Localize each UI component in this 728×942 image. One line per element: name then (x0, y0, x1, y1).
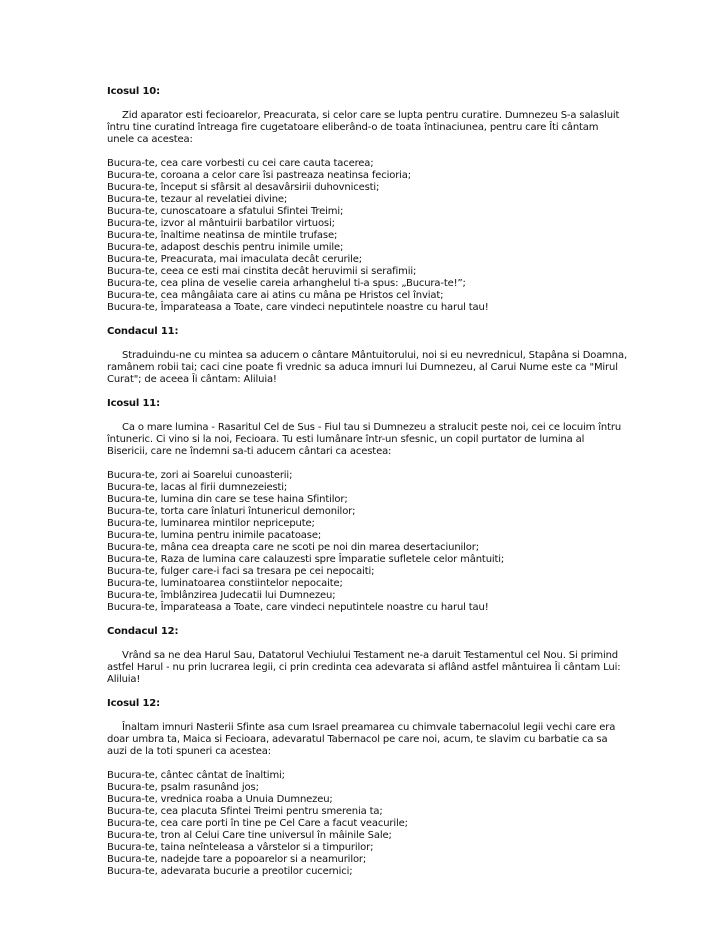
section-heading: Condacul 12: (107, 626, 179, 637)
section-heading: Icosul 11: (107, 398, 160, 409)
verse-list (107, 158, 627, 314)
verse-line: Bucura-te, cântec cântat de înaltimi; (107, 770, 285, 781)
section-icosul-10 (107, 86, 627, 314)
verse-line: Bucura-te, taina neînteleasa a vârstelor si a timpurilor; (107, 842, 374, 853)
verse-line: Bucura-te, fulger care-i faci sa tresara pe cei nepocaiti; (107, 566, 375, 577)
verse-list (107, 770, 627, 878)
section-heading: Condacul 11: (107, 326, 179, 337)
section-icosul-11 (107, 398, 627, 614)
verse-line: Bucura-te, cea placuta Sfintei Treimi pentru smerenia ta; (107, 806, 383, 817)
verse-line: Bucura-te, început si sfârsit al desavârsirii duhovnicesti; (107, 182, 380, 193)
verse-line: Bucura-te, zori ai Soarelui cunoasterii; (107, 470, 293, 481)
verse-line: Bucura-te, tron al Celui Care tine universul în mâinile Sale; (107, 830, 392, 841)
verse-line: Bucura-te, adevarata bucurie a preotilor cucernici; (107, 866, 353, 877)
verse-line: Bucura-te, ceea ce esti mai cinstita decât heruvimii si serafimii; (107, 266, 417, 277)
verse-line: Bucura-te, înaltime neatinsa de mintile trufase; (107, 230, 338, 241)
section-heading: Icosul 10: (107, 86, 160, 97)
verse-line: Bucura-te, cea care vorbesti cu cei care cauta tacerea; (107, 158, 374, 169)
section-condacul-12 (107, 626, 627, 686)
verse-line: Bucura-te, cea plina de veselie careia arhanghelul ti-a spus: „Bucura-te!”; (107, 278, 466, 289)
verse-line: Bucura-te, coroana a celor care îsi pastreaza neatinsa fecioria; (107, 170, 412, 181)
verse-line: Bucura-te, Împarateasa a Toate, care vindeci neputintele noastre cu harul tau! (107, 302, 489, 313)
verse-line: Bucura-te, luminarea mintilor nepricepute; (107, 518, 315, 529)
section-paragraph: Vrând sa ne dea Harul Sau, Datatorul Vechiului Testament ne-a daruit Testamentul cel Nou. Si primind astfel Harul - nu prin lucrarea legii, ci prin credinta cea adevarata si aflând astfel mântuirea Îi cântam Lui: Aliluia! (107, 650, 621, 685)
verse-line: Bucura-te, lumina pentru inimile pacatoase; (107, 530, 322, 541)
section-paragraph: Înaltam imnuri Nasterii Sfinte asa cum Israel preamarea cu chimvale tabernacolul legii vechi care era doar umbra ta, Maica si Fecioara, adevaratul Tabernacol pe care noi, acum, te slavim cu barbatie ca sa auzi de la toti spuneri ca acestea: (107, 722, 616, 757)
verse-line: Bucura-te, cunoscatoare a sfatului Sfintei Treimi; (107, 206, 344, 217)
verse-line: Bucura-te, cea care porti în tine pe Cel Care a facut veacurile; (107, 818, 408, 829)
verse-line: Bucura-te, vrednica roaba a Unuia Dumnezeu; (107, 794, 333, 805)
verse-line: Bucura-te, îmblânzirea Judecatii lui Dumnezeu; (107, 590, 336, 601)
verse-line: Bucura-te, lumina din care se tese haina Sfintilor; (107, 494, 348, 505)
verse-line: Bucura-te, lacas al firii dumnezeiesti; (107, 482, 288, 493)
section-paragraph: Ca o mare lumina - Rasaritul Cel de Sus - Fiul tau si Dumnezeu a stralucit peste noi, cei ce locuim întru întuneric. Ci vino si la noi, Fecioara. Tu esti lumânare într-un sfesnic, un copil purtator de lumina al Bisericii, care ne îndemni sa-ti aducem cântari ca acestea: (107, 422, 622, 457)
section-condacul-11 (107, 326, 627, 386)
verse-line: Bucura-te, izvor al mântuirii barbatilor virtuosi; (107, 218, 335, 229)
section-icosul-12 (107, 698, 627, 878)
verse-line: Bucura-te, luminatoarea constiintelor nepocaite; (107, 578, 343, 589)
verse-line: Bucura-te, mâna cea dreapta care ne scoti pe noi din marea desertaciunilor; (107, 542, 479, 553)
verse-line: Bucura-te, nadejde tare a popoarelor si a neamurilor; (107, 854, 367, 865)
verse-line: Bucura-te, cea mângâiata care ai atins cu mâna pe Hristos cel înviat; (107, 290, 444, 301)
verse-line: Bucura-te, torta care înlaturi întunericul demonilor; (107, 506, 356, 517)
section-paragraph: Zid aparator esti fecioarelor, Preacurata, si celor care se lupta pentru curatire. Dumnezeu S-a salasluit întru tine curatind întreaga fire cugetatoare eliberând-o de toata întinaciunea, pentru care Îti cântam unele ca acestea: (107, 110, 620, 145)
verse-line: Bucura-te, Împarateasa a Toate, care vindeci neputintele noastre cu harul tau! (107, 602, 489, 613)
verse-line: Bucura-te, psalm rasunând jos; (107, 782, 259, 793)
verse-line: Bucura-te, Preacurata, mai imaculata decât cerurile; (107, 254, 362, 265)
verse-line: Bucura-te, adapost deschis pentru inimile umile; (107, 242, 344, 253)
verse-line: Bucura-te, Raza de lumina care calauzesti spre Împaratie sufletele celor mântuiti; (107, 554, 505, 565)
verse-list (107, 470, 627, 614)
section-paragraph: Straduindu-ne cu mintea sa aducem o cântare Mântuitorului, noi si eu nevrednicul, Stapâna si Doamna, ramânem robii tai; caci cine poate fi vrednic sa aduca imnuri lui Dumnezeu, al Carui Nume este ca "Mirul Curat"; de aceea Îi cântam: Aliluia! (107, 350, 627, 385)
section-heading: Icosul 12: (107, 698, 160, 709)
verse-line: Bucura-te, tezaur al revelatiei divine; (107, 194, 288, 205)
document-page (107, 86, 627, 890)
